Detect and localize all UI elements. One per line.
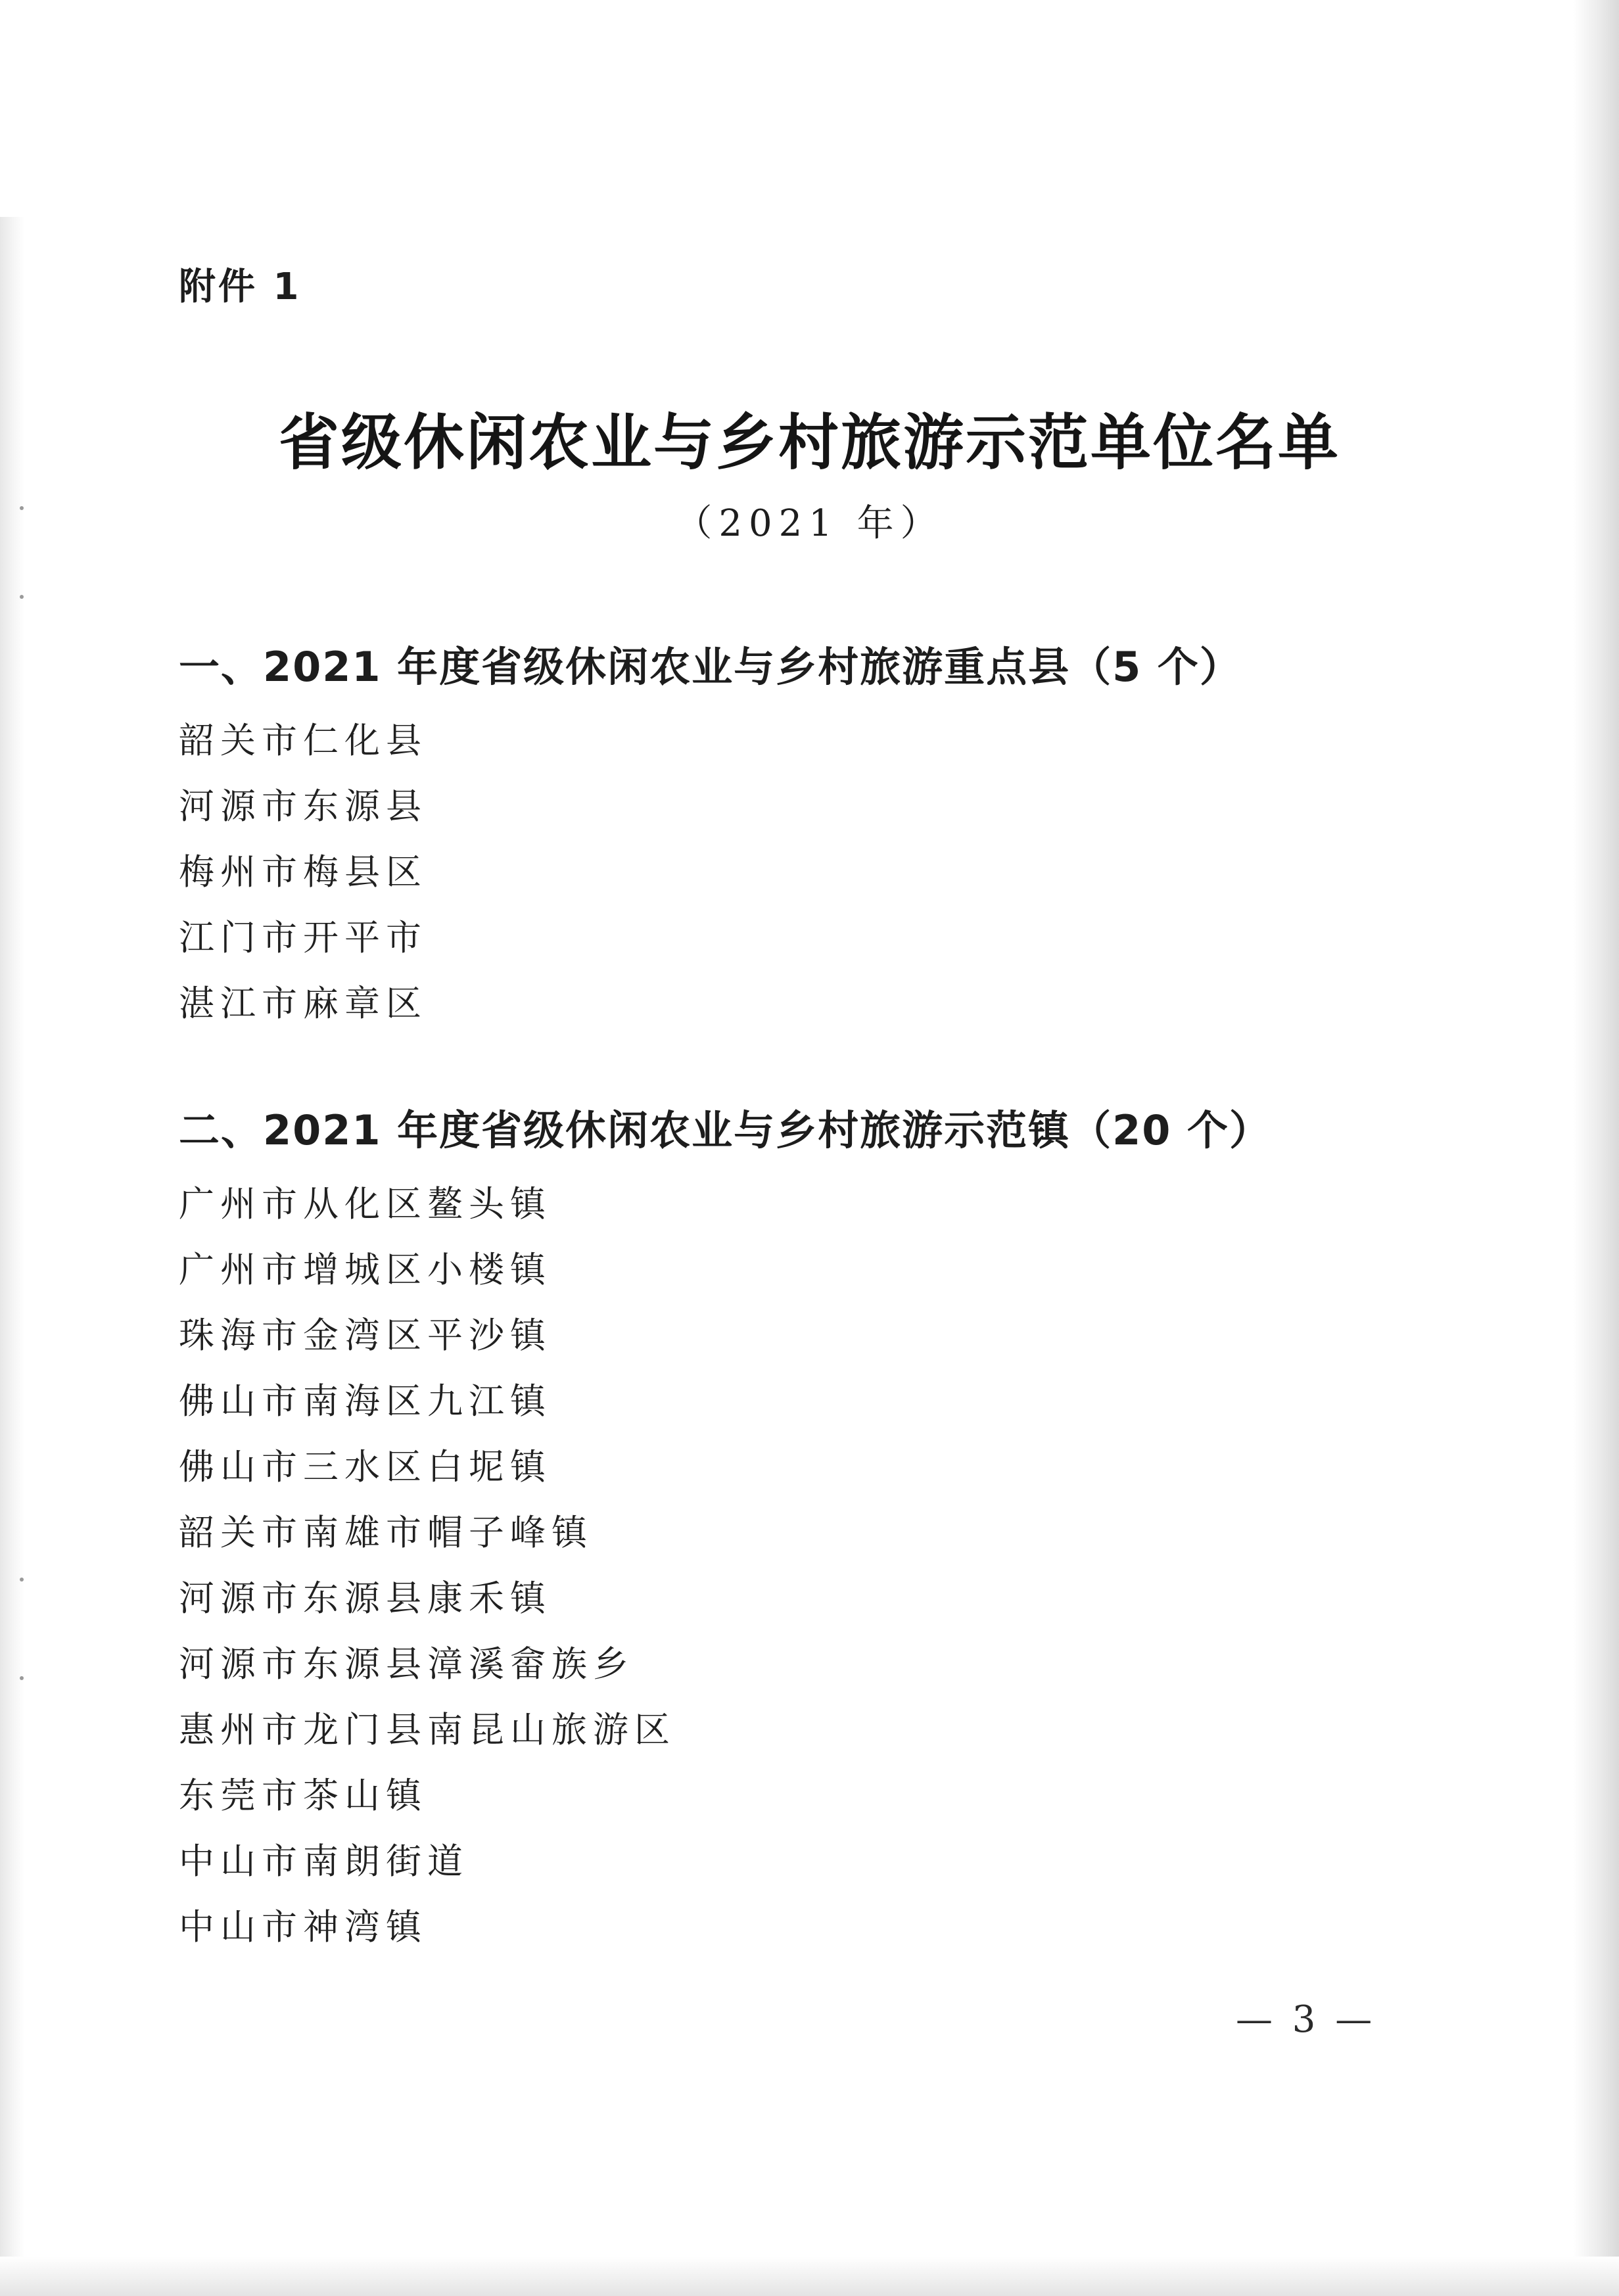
list-item: 韶关市仁化县 xyxy=(179,720,427,761)
list-item: 佛山市三水区白坭镇 xyxy=(179,1446,551,1488)
scan-shadow-bottom xyxy=(0,2257,1619,2296)
list-item: 广州市从化区鳌头镇 xyxy=(179,1183,551,1225)
list-item: 湛江市麻章区 xyxy=(179,983,427,1024)
list-item: 东莞市茶山镇 xyxy=(179,1775,427,1816)
document-subtitle: （2021 年） xyxy=(675,502,944,545)
section-demo-towns xyxy=(179,1104,1271,1960)
list-item: 广州市增城区小楼镇 xyxy=(179,1249,551,1290)
list-item: 梅州市梅县区 xyxy=(179,851,427,893)
page-number: — 3 — xyxy=(1236,1998,1376,2041)
document-title: 省级休闲农业与乡村旅游示范单位名单 xyxy=(278,407,1340,478)
scan-speck xyxy=(20,1578,24,1581)
list-item: 河源市东源县 xyxy=(179,785,427,827)
town-list xyxy=(179,1171,1271,1960)
county-list xyxy=(179,708,1242,1037)
scan-speck xyxy=(20,595,24,599)
list-item: 韶关市南雄市帽子峰镇 xyxy=(179,1512,593,1553)
section-heading: 一、2021 年度省级休闲农业与乡村旅游重点县（5 个） xyxy=(179,643,1242,691)
scan-speck xyxy=(20,1676,24,1680)
scan-shadow-right xyxy=(1573,0,1619,2296)
list-item: 江门市开平市 xyxy=(179,917,427,958)
list-item: 惠州市龙门县南昆山旅游区 xyxy=(179,1709,676,1750)
section-key-counties xyxy=(179,641,1242,1037)
list-item: 珠海市金湾区平沙镇 xyxy=(179,1315,551,1356)
list-item: 佛山市南海区九江镇 xyxy=(179,1380,551,1422)
list-item: 中山市南朗街道 xyxy=(179,1840,469,1882)
list-item: 河源市东源县漳溪畲族乡 xyxy=(179,1643,634,1685)
annex-label: 附件 1 xyxy=(179,266,302,308)
list-item: 中山市神湾镇 xyxy=(179,1906,427,1948)
list-item: 河源市东源县康禾镇 xyxy=(179,1578,551,1619)
section-heading: 二、2021 年度省级休闲农业与乡村旅游示范镇（20 个） xyxy=(179,1106,1272,1154)
